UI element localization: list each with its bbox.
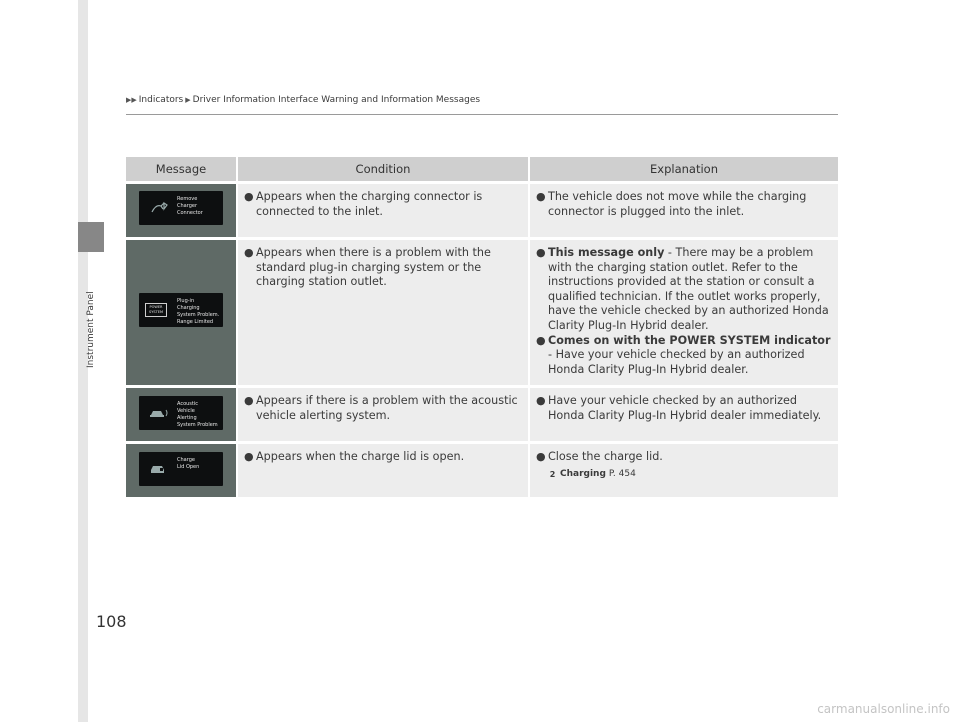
screen-text: Acoustic Vehicle Alerting System Problem [177,400,218,428]
column-header-condition: Condition [238,157,530,181]
table-row [126,237,838,385]
bullet-icon: ● [244,450,254,464]
car-sound-icon [147,405,171,421]
bullet-icon: ● [536,394,546,408]
power-system-icon [145,303,167,317]
column-header-explanation: Explanation [530,157,838,181]
breadcrumb [126,95,480,105]
charge-lid-icon [147,461,171,477]
breadcrumb-item[interactable]: Indicators [138,95,184,105]
explanation-cell [530,181,838,237]
explanation-text: Close the charge lid. [548,450,663,464]
table-row [126,385,838,441]
explanation-text: The vehicle does not move while the charging connector is plugged into the inlet. [548,190,807,218]
explanation-cell [530,237,838,385]
table-header-row [126,157,838,181]
bullet-icon: ● [536,190,546,203]
screen-text: Remove Charger Connector [177,196,203,217]
condition-text: Appears when the charge lid is open. [256,450,465,464]
watermark: carmanualsonline.info [817,702,950,716]
header-rule [126,114,838,115]
message-screen [139,396,223,430]
section-tab [78,222,104,252]
arrow-icon: ▶ [185,96,191,104]
condition-text: Appears if there is a problem with the acoustic vehicle alerting system. [256,394,518,422]
power-system-badge-text: POWER SYSTEM [149,304,163,314]
bullet-icon: ● [536,246,546,259]
explanation-bold: Comes on with the POWER SYSTEM indicator [548,333,831,347]
screen-text: Plug-in Charging System Problem. Range Limited [177,298,220,326]
cross-reference-link[interactable] [548,467,832,482]
bullet-icon: ● [536,450,546,464]
explanation-bold: This message only [548,246,665,259]
section-label: Instrument Panel [86,291,96,368]
reference-icon: 2 [549,469,556,479]
explanation-text: - Have your vehicle checked by an authorized Honda Clarity Plug-In Hybrid dealer. [548,348,805,376]
condition-text: Appears when there is a problem with the standard plug-in charging system or the charging station outlet. [256,246,491,289]
plug-icon [147,200,171,216]
message-screen [139,191,223,225]
message-screen [139,293,223,327]
double-arrow-icon: ▶▶ [126,96,137,104]
condition-text: Appears when the charging connector is connected to the inlet. [256,190,483,218]
breadcrumb-item[interactable]: Driver Information Interface Warning and Information Messages [192,95,481,105]
column-header-message: Message [126,157,238,181]
bullet-icon: ● [244,246,254,259]
table-row [126,441,838,497]
explanation-cell [530,441,838,497]
page-number: 108 [96,612,127,631]
condition-cell [238,181,530,237]
explanation-text: Have your vehicle checked by an authorized Honda Clarity Plug-In Hybrid dealer immediately. [548,394,822,422]
message-image-cell [126,181,238,237]
bullet-icon: ● [244,190,254,203]
message-image-cell [126,237,238,385]
bullet-icon: ● [244,394,254,408]
message-screen [139,452,223,486]
explanation-cell [530,385,838,441]
message-image-cell [126,441,238,497]
condition-cell [238,441,530,497]
message-table [126,157,838,497]
table-row [126,181,838,237]
reference-label: Charging [560,468,606,479]
condition-cell [238,237,530,385]
explanation-text: - There may be a problem with the charging station outlet. Refer to the instructions provided at the station or consult a qualified technician. If the outlet works properly, have the vehicle checked by an authorized Honda Clarity Plug-In Hybrid dealer. [548,246,829,332]
screen-text: Charge Lid Open [177,456,200,470]
reference-page: P. 454 [608,468,636,479]
condition-cell [238,385,530,441]
bullet-icon: ● [536,333,546,347]
message-image-cell [126,385,238,441]
